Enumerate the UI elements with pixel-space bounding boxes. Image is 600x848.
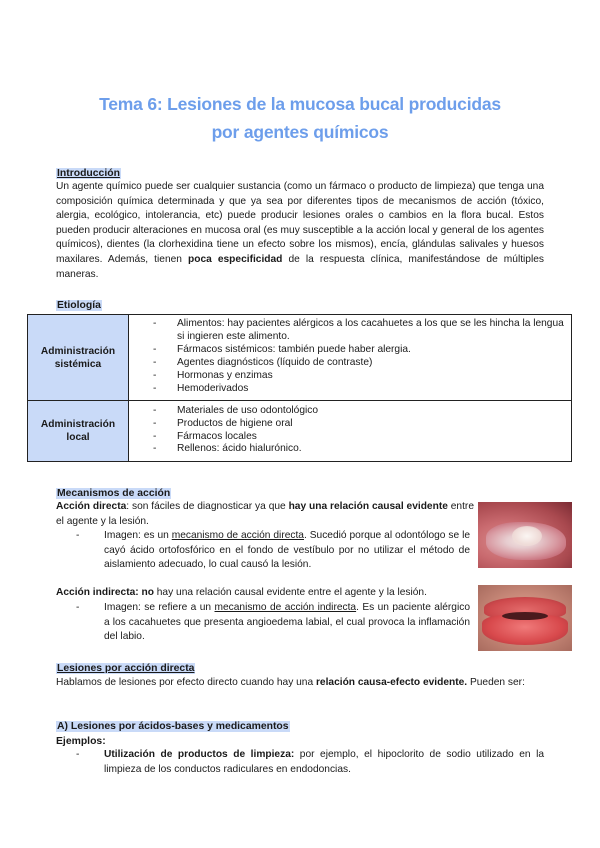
angioedema-photo: [478, 585, 572, 651]
list-sistemica: [153, 318, 565, 395]
list-local: [153, 405, 565, 457]
lesion-photo-directa: [478, 502, 572, 568]
link-mecanismo-indirecta: mecanismo de acción indirecta: [214, 602, 357, 613]
lesiones-paragraph: Hablamos de lesiones por efecto directo cuando hay una relación causa-efecto evidente. Pueden ser:: [56, 677, 525, 688]
list-item: - Agentes diagnósticos (líquido de contraste): [153, 357, 565, 370]
list-item: - Alimentos: hay pacientes alérgicos a los cacahuetes a los que se les hincha la lengua si ingieren este alimento.: [153, 318, 565, 344]
link-mecanismo-directa: mecanismo de acción directa: [171, 530, 304, 541]
accion-indirecta-paragraph: Acción indirecta: no hay una relación causal evidente entre el agente y la lesión.: [56, 587, 427, 598]
acidos-bases-heading: A) Lesiones por ácidos-bases y medicamentos: [57, 721, 289, 732]
list-item: - Productos de higiene oral: [153, 418, 565, 431]
list-item: - Materiales de uso odontológico: [153, 405, 565, 418]
mecanismos-heading: Mecanismos de acción: [57, 488, 171, 499]
table-row: [28, 401, 572, 462]
ejemplos-label: Ejemplos:: [56, 736, 106, 747]
accion-indirecta-bullet: - Imagen: se refiere a un mecanismo de acción indirecta. Es un paciente alérgico a los cacahuetes que presenta angioedema labial, el cual provoca la inflamación del labio.: [76, 602, 470, 643]
lesiones-heading: Lesiones por acción directa: [57, 663, 195, 674]
list-item: - Hormonas y enzimas: [153, 370, 565, 383]
ejemplo-limpieza-bullet: - Utilización de productos de limpieza: por ejemplo, el hipoclorito de sodio utilizado en la limpieza de los conductos radiculares en endodoncias.: [76, 749, 544, 775]
row-content-sistemica: [129, 315, 572, 401]
intro-heading: Introducción: [57, 168, 120, 179]
accion-directa-bullet: - Imagen: es un mecanismo de acción directa. Sucedió porque al odontólogo se le cayó ácido ortofosfórico en el fondo de vestíbulo por no utilizar el método de aislamiento adecuado, lo cual causó la lesión.: [76, 530, 471, 571]
row-content-local: [129, 401, 572, 462]
table-row: [28, 315, 572, 401]
etiologia-table: [27, 314, 572, 462]
etiologia-heading: Etiología: [57, 300, 101, 311]
accion-directa-paragraph: Acción directa: son fáciles de diagnosticar ya que hay una relación causal evidente entre el agente y la lesión.: [56, 501, 474, 527]
title-line-2: por agentes químicos: [211, 122, 389, 142]
list-item: - Rellenos: ácido hialurónico.: [153, 443, 565, 456]
page-title: [40, 90, 560, 146]
list-item: - Fármacos sistémicos: también puede haber alergia.: [153, 344, 565, 357]
intro-bold: poca especificidad: [188, 253, 283, 265]
intro-paragraph: Un agente químico puede ser cualquier sustancia (como un fármaco o producto de limpieza) que tenga una composición química determinada y que ya sea por diferentes tipos de mecanismos de acción (tóxico, alergia, ecológico, intolerancia, etc) puede producir lesiones orales o cambios en la flora bucal. Estos pueden producir alteraciones en mucosa oral (es muy susceptible a la acción local y general de los agentes químicos), dientes (la clorhexidina tiene un efecto sobre los mismos), encía, glándulas salivales y huesos maxilares. Además, tienen poca especificidad de la respuesta clínica, manifestándose de múltiples maneras.: [56, 181, 545, 280]
row-label-local: Administración local: [28, 401, 129, 462]
list-item: - Fármacos locales: [153, 431, 565, 444]
title-line-1: Tema 6: Lesiones de la mucosa bucal producidas: [99, 94, 501, 114]
row-label-sistemica: Administración sistémica: [28, 315, 129, 401]
list-item: - Hemoderivados: [153, 383, 565, 396]
